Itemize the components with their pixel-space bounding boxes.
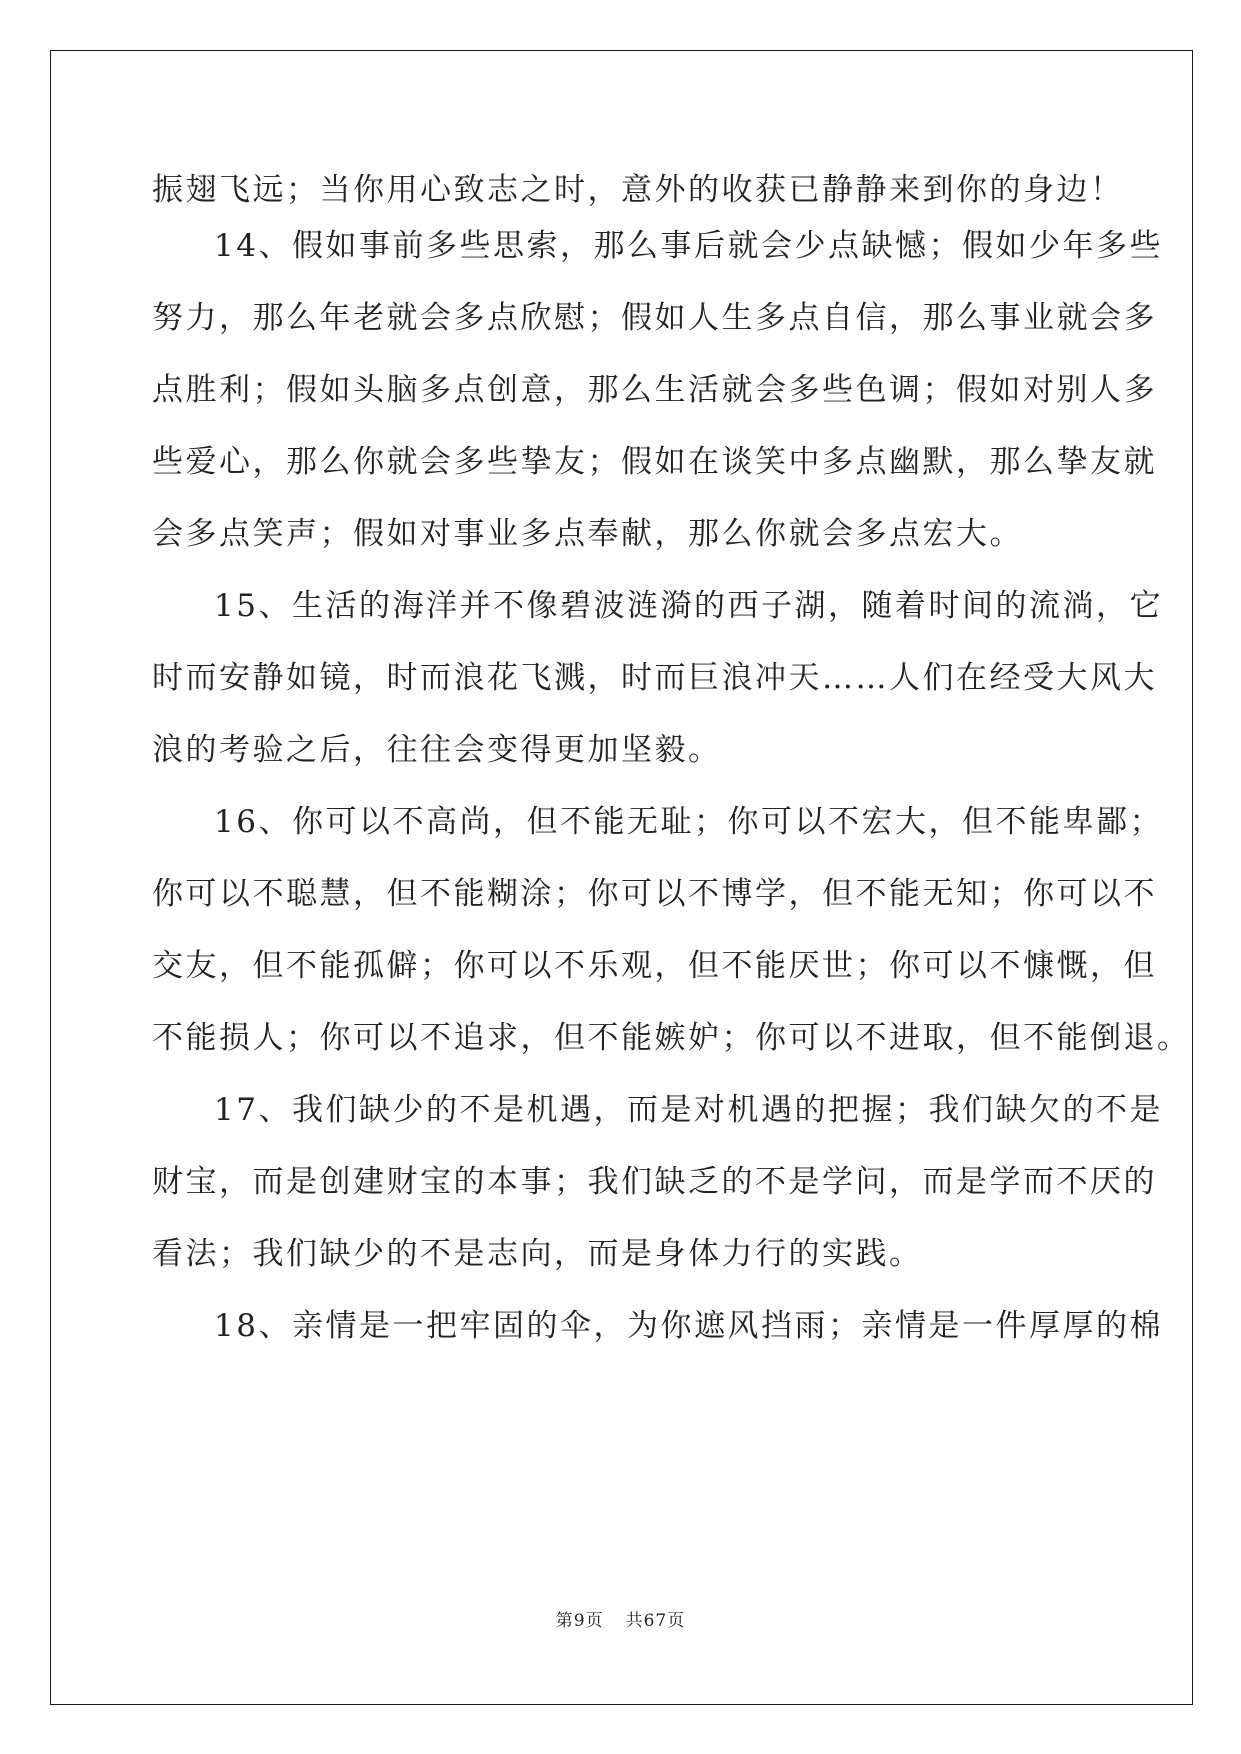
text-line: 点胜利；假如头脑多点创意，那么生活就会多些色调；假如对别人多 <box>152 372 1157 408</box>
text-line: 交友，但不能孤僻；你可以不乐观，但不能厌世；你可以不慷慨，但 <box>152 948 1157 984</box>
text-line: 看法；我们缺少的不是志向，而是身体力行的实践。 <box>152 1236 923 1272</box>
text-line: 财宝，而是创建财宝的本事；我们缺乏的不是学问，而是学而不厌的 <box>152 1164 1157 1200</box>
text-line: 振翅飞远；当你用心致志之时，意外的收获已静静来到你的身边！ <box>152 172 1124 208</box>
paragraph-16-start: 16、你可以不高尚，但不能无耻；你可以不宏大，但不能卑鄙； <box>214 804 1163 840</box>
paragraph-14-start: 14、假如事前多些思索，那么事后就会少点缺憾；假如少年多些 <box>214 228 1163 264</box>
text-line: 会多点笑声；假如对事业多点奉献，那么你就会多点宏大。 <box>152 516 1023 552</box>
page-total: 共67页 <box>625 1611 686 1631</box>
text-line: 不能损人；你可以不追求，但不能嫉妒；你可以不进取，但不能倒退。 <box>152 1020 1191 1056</box>
paragraph-18-start: 18、亲情是一把牢固的伞，为你遮风挡雨；亲情是一件厚厚的棉 <box>214 1308 1163 1344</box>
page-footer <box>0 1606 1241 1631</box>
paragraph-17-start: 17、我们缺少的不是机遇，而是对机遇的把握；我们缺欠的不是 <box>214 1092 1163 1128</box>
text-line: 些爱心，那么你就会多些挚友；假如在谈笑中多点幽默，那么挚友就 <box>152 444 1157 480</box>
text-line: 你可以不聪慧，但不能糊涂；你可以不博学，但不能无知；你可以不 <box>152 876 1157 912</box>
paragraph-15-start: 15、生活的海洋并不像碧波涟漪的西子湖，随着时间的流淌，它 <box>214 588 1163 624</box>
text-line: 浪的考验之后，往往会变得更加坚毅。 <box>152 732 722 768</box>
text-line: 努力，那么年老就会多点欣慰；假如人生多点自信，那么事业就会多 <box>152 300 1157 336</box>
text-line: 时而安静如镜，时而浪花飞溅，时而巨浪冲天……人们在经受大风大 <box>152 660 1157 696</box>
page-number: 第9页 <box>555 1611 604 1631</box>
